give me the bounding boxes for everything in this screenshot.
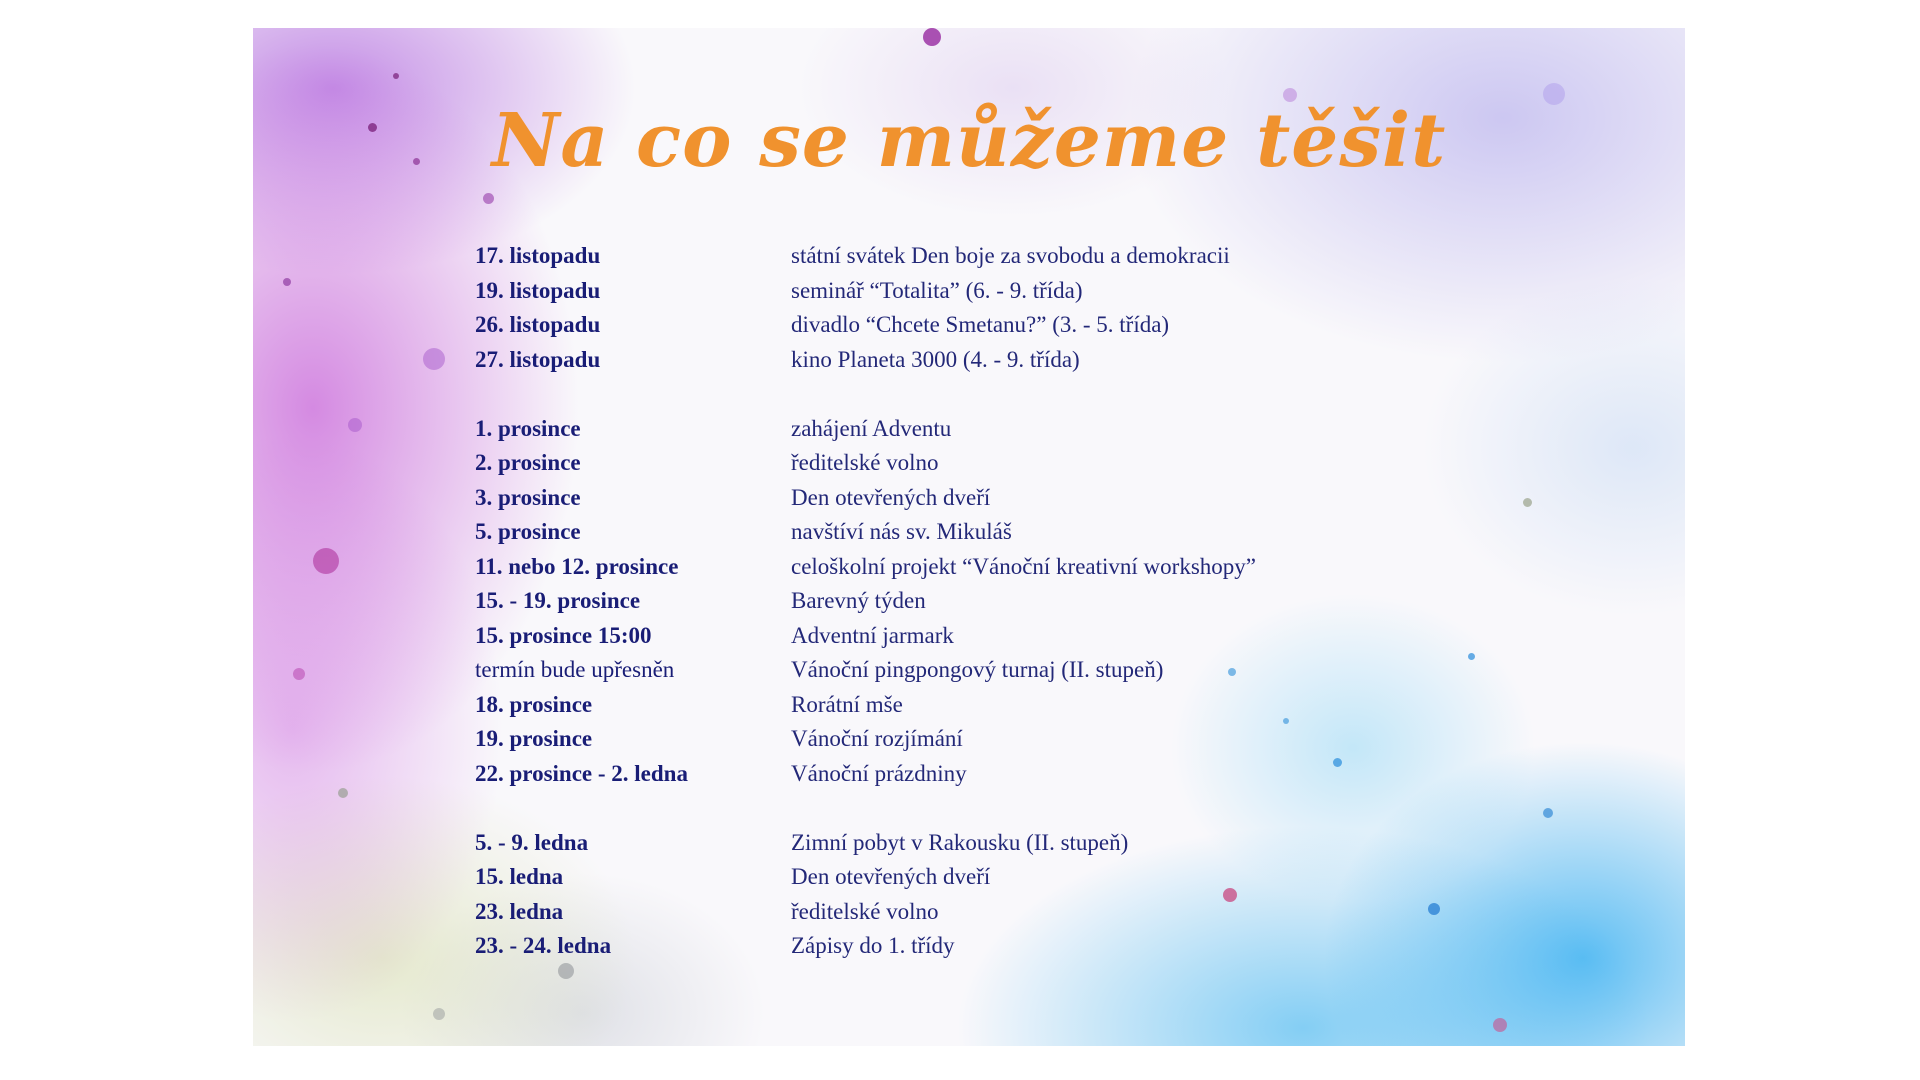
event-date: 23. ledna bbox=[475, 898, 564, 924]
list-item bbox=[475, 619, 1575, 654]
list-item bbox=[475, 412, 1575, 447]
event-description: celoškolní projekt “Vánoční kreativní workshopy” bbox=[791, 553, 1256, 579]
event-description: kino Planeta 3000 (4. - 9. třída) bbox=[791, 346, 1080, 372]
event-date: 15. ledna bbox=[475, 864, 564, 889]
event-description: ředitelské volno bbox=[791, 898, 939, 924]
list-item bbox=[475, 688, 1575, 723]
list-item bbox=[475, 722, 1575, 757]
list-item bbox=[475, 653, 1575, 688]
event-date: 3. prosince bbox=[475, 484, 581, 510]
event-date: 5. prosince bbox=[475, 519, 581, 544]
list-item bbox=[475, 826, 1575, 861]
list-item bbox=[475, 481, 1575, 516]
event-description: státní svátek Den boje za svobodu a demokracii bbox=[791, 243, 1230, 268]
event-description: Den otevřených dveří bbox=[791, 484, 991, 510]
event-description: Barevný týden bbox=[791, 588, 926, 613]
event-date: 19. prosince bbox=[475, 726, 593, 751]
event-description: divadlo “Chcete Smetanu?” (3. - 5. třída) bbox=[791, 312, 1170, 337]
event-date: 27. listopadu bbox=[475, 346, 601, 372]
event-date: 11. nebo 12. prosince bbox=[475, 553, 679, 579]
event-description: seminář “Totalita” (6. - 9. třída) bbox=[791, 277, 1083, 303]
list-item bbox=[475, 308, 1575, 343]
event-description: zahájení Adventu bbox=[791, 415, 952, 441]
event-date: 19. listopadu bbox=[475, 277, 601, 303]
list-item bbox=[475, 239, 1575, 274]
event-description: Zápisy do 1. třídy bbox=[791, 933, 955, 958]
list-item bbox=[475, 860, 1575, 895]
event-description: navštíví nás sv. Mikuláš bbox=[791, 519, 1012, 544]
event-description: ředitelské volno bbox=[791, 450, 939, 475]
list-item bbox=[475, 274, 1575, 309]
event-date: 5. - 9. ledna bbox=[475, 829, 589, 855]
event-list bbox=[475, 239, 1575, 964]
list-item bbox=[475, 929, 1575, 964]
event-date: 23. - 24. ledna bbox=[475, 933, 612, 958]
list-item bbox=[475, 757, 1575, 792]
list-item bbox=[475, 550, 1575, 585]
event-date: 26. listopadu bbox=[475, 312, 601, 337]
event-description: Vánoční prázdniny bbox=[791, 760, 967, 786]
event-date: 2. prosince bbox=[475, 450, 581, 475]
event-poster bbox=[253, 28, 1685, 1046]
event-description: Rorátní mše bbox=[791, 691, 903, 717]
event-description: Adventní jarmark bbox=[791, 622, 954, 648]
event-description: Vánoční rozjímání bbox=[791, 726, 963, 751]
event-description: Den otevřených dveří bbox=[791, 864, 991, 889]
list-item bbox=[475, 343, 1575, 378]
list-item bbox=[475, 446, 1575, 481]
event-date: 15. - 19. prosince bbox=[475, 588, 641, 613]
page-title: Na co se můžeme těšit bbox=[491, 98, 1447, 184]
event-description: Vánoční pingpongový turnaj (II. stupeň) bbox=[791, 657, 1164, 682]
event-date: 18. prosince bbox=[475, 691, 593, 717]
event-date: 17. listopadu bbox=[475, 243, 601, 268]
event-date: 22. prosince - 2. ledna bbox=[475, 760, 688, 786]
event-description: Zimní pobyt v Rakousku (II. stupeň) bbox=[791, 829, 1129, 855]
list-item bbox=[475, 515, 1575, 550]
event-date: 1. prosince bbox=[475, 415, 581, 441]
event-date: 15. prosince 15:00 bbox=[475, 622, 652, 648]
list-item bbox=[475, 584, 1575, 619]
event-date: termín bude upřesněn bbox=[475, 657, 675, 682]
list-item bbox=[475, 895, 1575, 930]
